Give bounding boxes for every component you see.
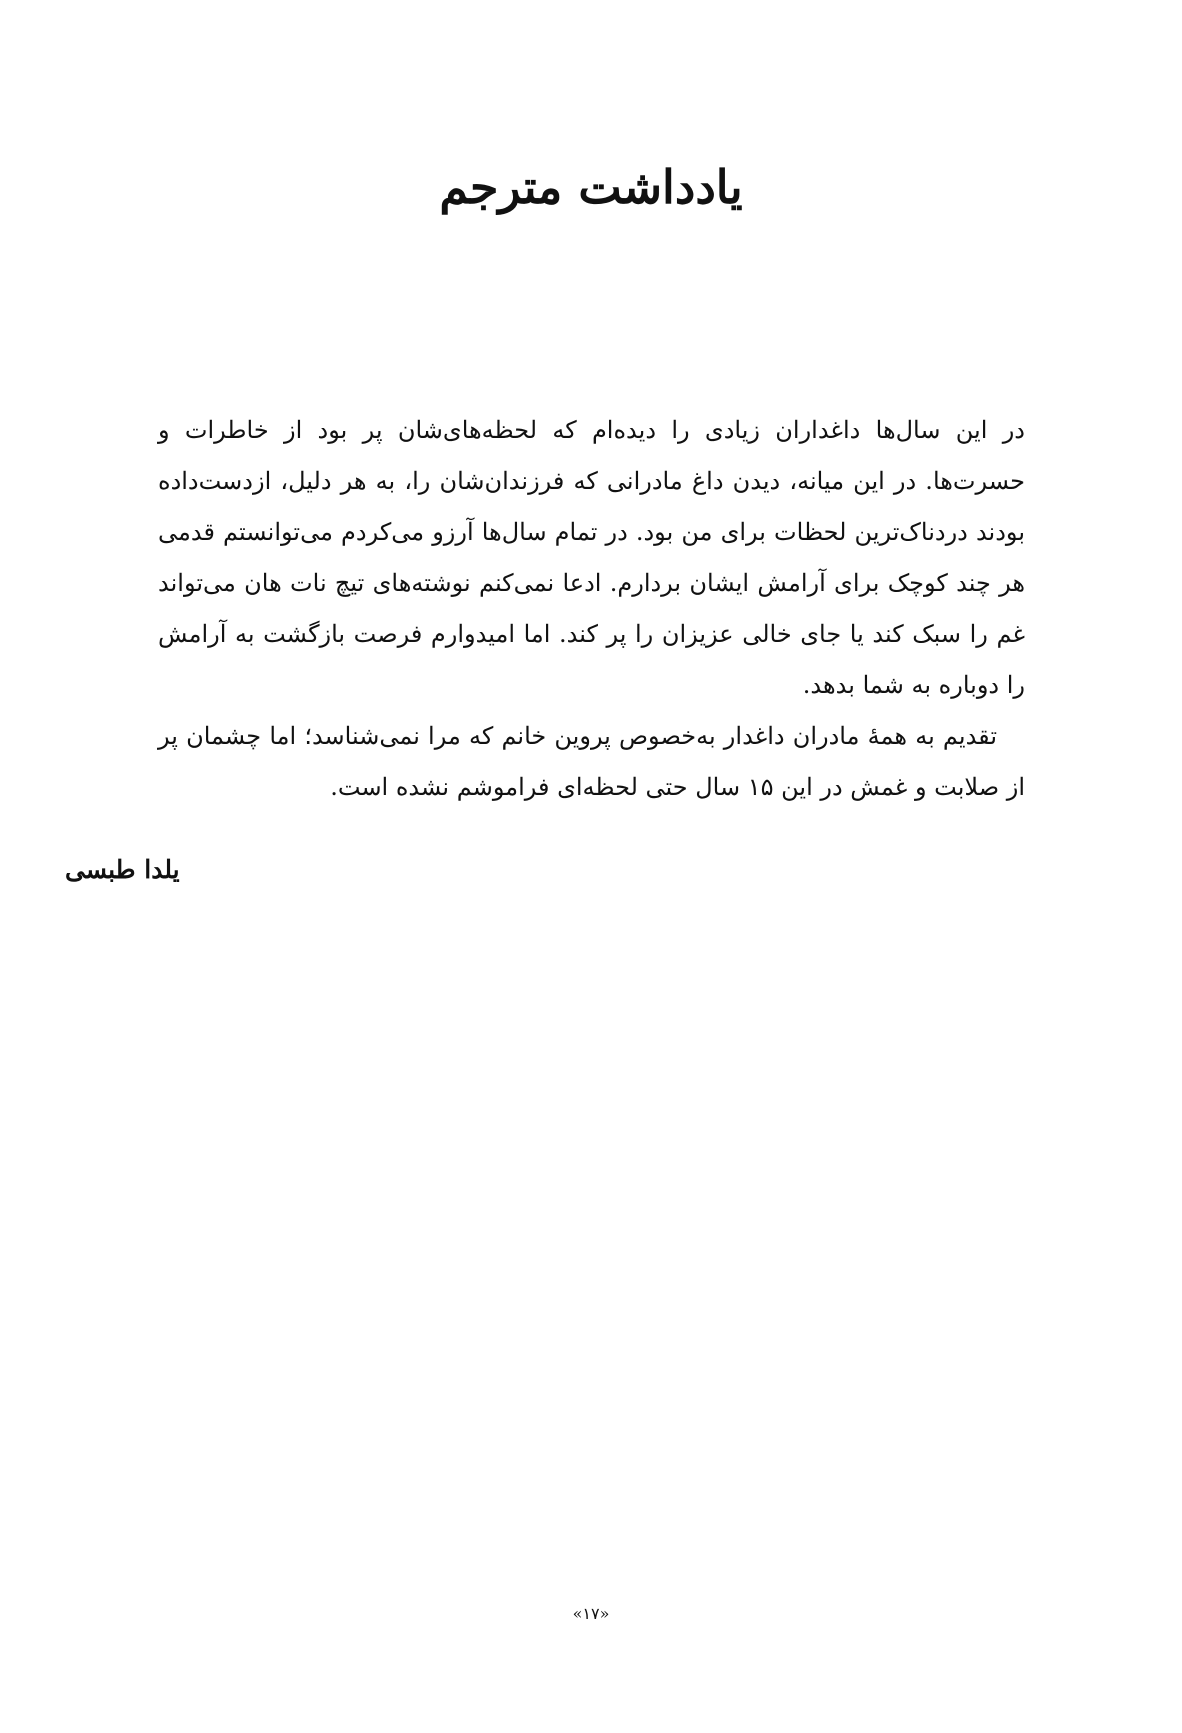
translator-signature: یلدا طبسی: [65, 855, 180, 884]
body-text: [158, 405, 1025, 813]
paragraph-1: در این سال‌ها داغداران زیادی را دیده‌ام که لحظه‌های‌شان پر بود از خاطرات و حسرت‌ها. در این میانه، دیدن داغ مادرانی که فرزندان‌شان را، به هر دلیل، ازدست‌داده بودند دردناک‌ترین لحظات برای من بود. در تمام سال‌ها آرزو می‌کردم می‌توانستم قدمی هر چند کوچک برای آرامش ایشان بردارم. ادعا نمی‌کنم نوشته‌های تیچ نات هان می‌تواند غم را سبک کند یا جای خالی عزیزان را پر کند. اما امیدوارم فرصت بازگشت به آرامش را دوباره به شما بدهد.: [158, 416, 1025, 699]
page-title: یادداشت مترجم: [439, 160, 743, 214]
paragraph-2: تقدیم به همهٔ مادران داغدار به‌خصوص پروین خانم که مرا نمی‌شناسد؛ اما چشمان پر از صلابت و غمش در این ۱۵ سال حتی لحظه‌ای فراموشم نشده است.: [158, 722, 1025, 801]
page-number: «۱۷»: [572, 1604, 610, 1623]
